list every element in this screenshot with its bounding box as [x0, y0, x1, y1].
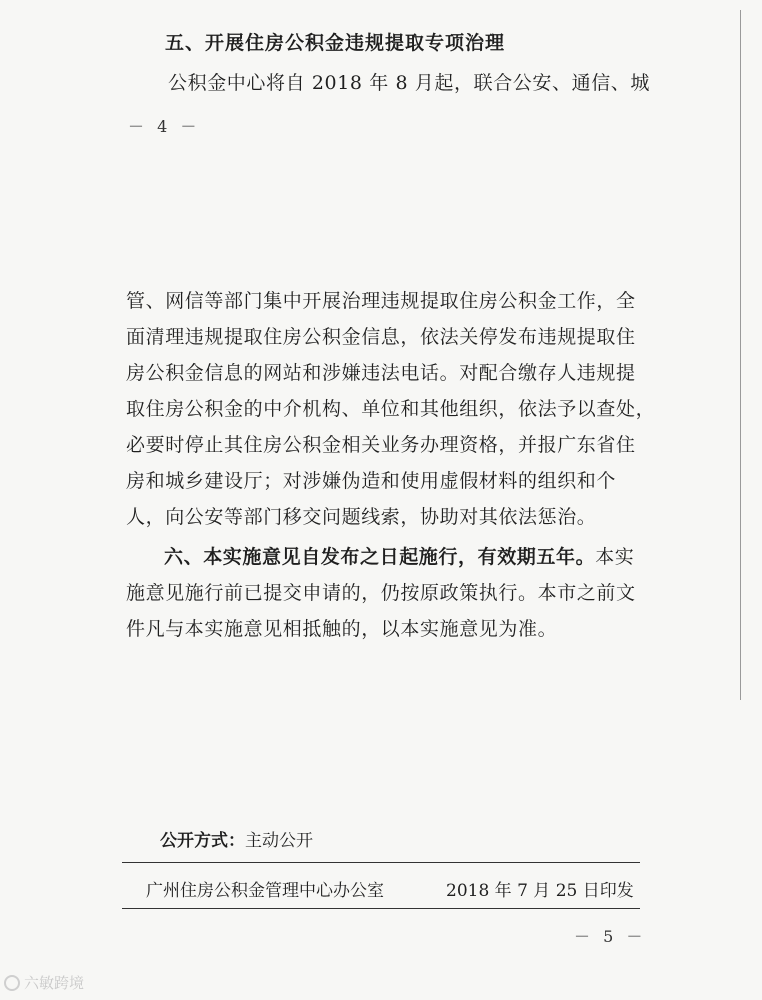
section-six-line-3: 件凡与本实施意见相抵触的，以本实施意见为准。	[126, 618, 558, 640]
issuer-name: 广州住房公积金管理中心办公室	[146, 881, 384, 901]
disclosure-method	[160, 826, 313, 851]
body-line-5: 必要时停止其住房公积金相关业务办理资格，并报广东省住	[126, 434, 636, 456]
section-five-line-1: 公积金中心将自 2018 年 8 月起，联合公安、通信、城	[168, 72, 651, 94]
section-five-heading: 五、开展住房公积金违规提取专项治理	[165, 32, 506, 54]
watermark	[4, 972, 84, 993]
body-line-2: 面清理违规提取住房公积金信息，依法关停发布违规提取住	[126, 326, 636, 348]
page-edge-line	[740, 10, 741, 700]
section-six-bold-text: 六、本实施意见自发布之日起施行，有效期五年。	[164, 546, 596, 568]
page-number-4: － 4 －	[128, 117, 201, 136]
body-line-1: 管、网信等部门集中开展治理违规提取住房公积金工作，全	[126, 290, 636, 312]
page-number-5: － 5 －	[574, 927, 647, 946]
section-six-line-2: 施意见施行前已提交申请的，仍按原政策执行。本市之前文	[126, 582, 636, 604]
watermark-logo-icon	[4, 975, 20, 991]
issue-date: 2018 年 7 月 25 日印发	[446, 881, 634, 901]
disclosure-value: 主动公开	[245, 831, 313, 851]
body-line-3: 房公积金信息的网站和涉嫌违法电话。对配合缴存人违规提	[126, 362, 636, 384]
watermark-text: 六敏跨境	[24, 974, 85, 992]
footer-top-rule	[122, 862, 640, 863]
body-line-6: 房和城乡建设厅；对涉嫌伪造和使用虚假材料的组织和个	[126, 470, 617, 492]
section-six-rest-text: 本实	[595, 546, 635, 568]
disclosure-label: 公开方式：	[160, 831, 245, 851]
body-line-4: 取住房公积金的中介机构、单位和其他组织，依法予以查处，	[126, 398, 656, 420]
footer-bottom-rule	[122, 908, 640, 909]
body-line-7: 人，向公安等部门移交问题线索，协助对其依法惩治。	[126, 506, 597, 528]
section-six-line-1	[164, 542, 634, 569]
